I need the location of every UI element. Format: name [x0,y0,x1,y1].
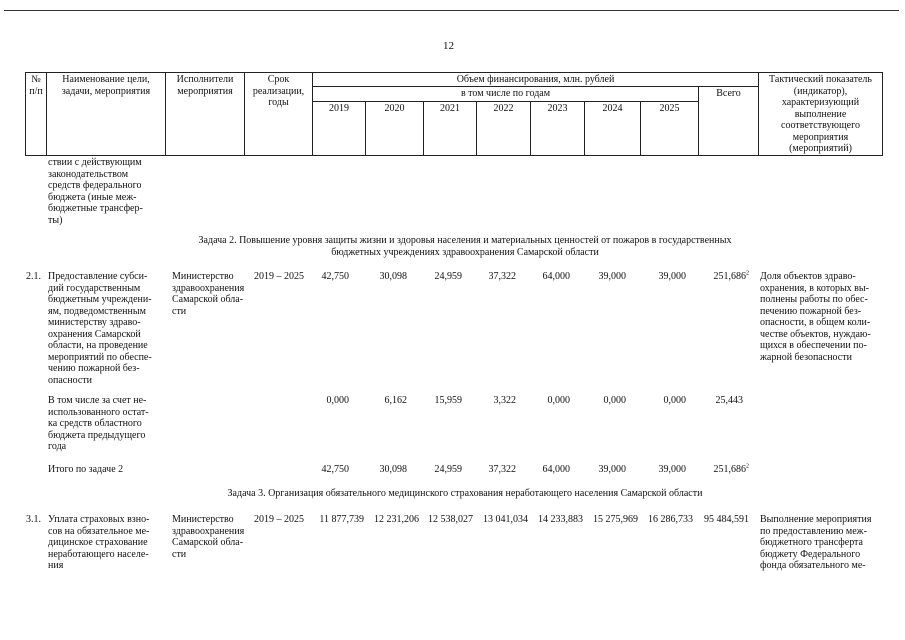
task2-total-footnote: 2 [746,270,749,277]
task3-value: 13 041,034 [483,514,528,525]
header-line-volume [312,86,758,87]
task3-total: 95 484,591 [704,514,749,525]
task2-value: 30,098 [379,271,407,282]
task2-total-row-value: 42,750 [321,464,349,475]
task2-value: 39,000 [658,271,686,282]
header-volume: Объем финансирования, млн. рублей [456,74,615,85]
task2-subrow-value: 0,000 [663,395,686,406]
header-year: 2023 [547,103,568,114]
task3-row-name: Уплата страховых взно- сов на обязательное ме- дицинское страхование неработающего населе- ния [48,514,150,571]
task3-value: 16 286,733 [648,514,693,525]
header-year: 2020 [384,103,405,114]
header-line-bottom [25,155,883,156]
task2-value: 24,959 [434,271,462,282]
task3-title: Задача 3. Организация обязательного медицинского страхования неработающего населения Самарской области [227,488,703,499]
task2-total-value: 251,686 [713,271,746,282]
task2-total-row-value: 39,000 [598,464,626,475]
header-year: 2025 [659,103,680,114]
task3-row-num: 3.1. [26,514,41,525]
header-executor: Исполнители мероприятия [176,74,234,97]
task3-value: 12 231,206 [374,514,419,525]
task2-total-row-total-value: 251,686 [713,464,746,475]
task2-total-row-footnote: 2 [746,463,749,470]
task2-total-row-name: Итого по задаче 2 [48,464,124,475]
page-number: 12 [443,40,454,52]
task3-row-executor: Министерство здравоохранения Самарской обла- сти [172,514,245,560]
task2-total-row-value: 39,000 [658,464,686,475]
task2-title: Задача 2. Повышение уровня защиты жизни и здоровья населения и материальных ценностей от пожаров в государственных бюджетных учреждениях здравоохранения Самарской области [198,235,732,258]
task2-total-row-value: 30,098 [379,464,407,475]
task3-row-indicator: Выполнение мероприятия по предоставлению меж- бюджетного трансферта бюджету Федерального фонда обязательного ме- [760,514,872,571]
task2-subrow-value: 3,322 [493,395,516,406]
task2-subrow-value: 0,000 [326,395,349,406]
task2-value: 42,750 [321,271,349,282]
task2-row-indicator: Доля объектов здраво- охранения, в которых вы- полнены работы по обес- печению пожарной без- опасности, в общем коли- честве объектов, нуждаю- щихся в обеспечении по- жарной безопасности [760,271,871,363]
page-top-border [4,10,899,11]
task2-subrow-name: В том числе за счет не- использованного остат- ка средств областного бюджета предыдущего года [48,395,149,452]
task2-value: 37,322 [488,271,516,282]
task2-row-name: Предоставление субси- дий государственным бюджетным учреждени- ям, подведомственным министерству здраво- охранения Самарской области, на проведение мероприятий по обеспе- чению пожарной без- опасности [48,271,152,386]
task2-subrow-value: 0,000 [547,395,570,406]
header-total: Всего [716,88,741,99]
task2-total-row-value: 24,959 [434,464,462,475]
task2-total-row-value: 37,322 [488,464,516,475]
task2-row-term: 2019 – 2025 [254,271,304,282]
task2-total-row-total [714,464,750,476]
task3-value: 15 275,969 [593,514,638,525]
header-num: № п/п [29,74,43,97]
task2-subrow-value: 15,959 [434,395,462,406]
task3-row-term: 2019 – 2025 [254,514,304,525]
header-name: Наименование цели, задачи, мероприятия [61,74,151,97]
header-year: 2021 [440,103,460,114]
task2-row-executor: Министерство здравоохранения Самарской обла- сти [172,271,245,317]
header-line-top [25,72,883,73]
header-by-years: в том числе по годам [460,88,551,99]
task3-value: 12 538,027 [428,514,473,525]
header-year: 2022 [493,103,514,114]
col-line [882,72,883,156]
continuation-text: ствии с действующим законодательством средств федерального бюджета (иные меж- бюджетные трансфер- ты) [48,157,143,226]
task3-value: 14 233,883 [538,514,583,525]
task2-value: 64,000 [542,271,570,282]
task2-subrow-value: 6,162 [384,395,407,406]
header-indicator: Тактический показатель (индикатор), характеризующий выполнение соответствующего мероприятия (мероприятий) [769,74,872,154]
task2-subrow-total: 25,443 [715,395,743,406]
task2-value: 39,000 [598,271,626,282]
task2-row-num: 2.1. [26,271,41,282]
task2-total [714,271,750,283]
task3-value: 11 877,739 [319,514,364,525]
header-year: 2024 [602,103,623,114]
header-term: Срок реализации, годы [252,74,305,108]
header-year: 2019 [329,103,349,114]
task2-total-row-value: 64,000 [542,464,570,475]
task2-subrow-value: 0,000 [603,395,626,406]
